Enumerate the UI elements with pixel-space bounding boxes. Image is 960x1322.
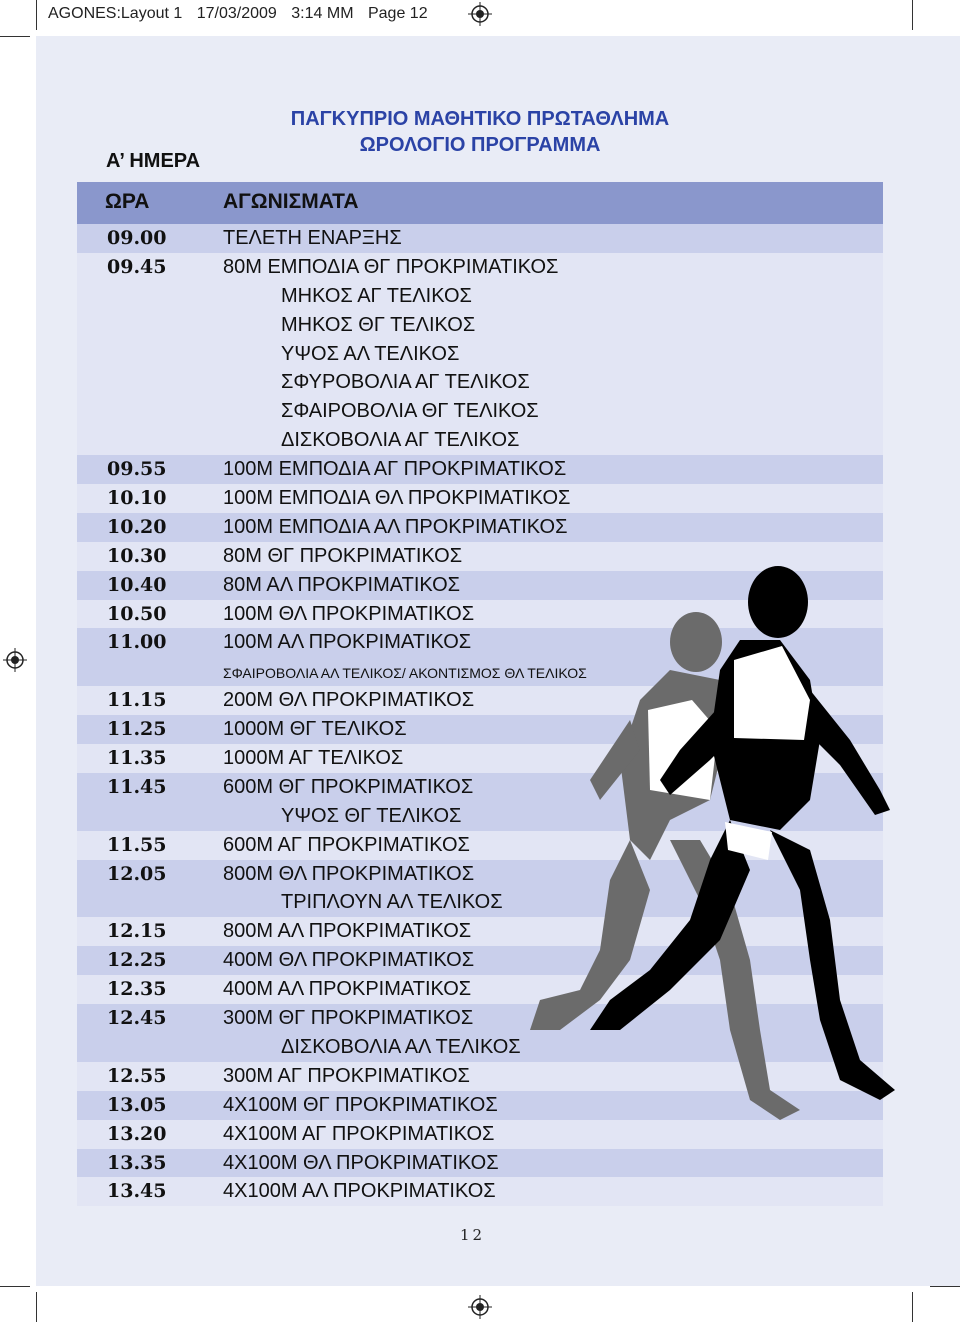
header-time: ΩΡΑ	[105, 190, 150, 213]
page-number: 12	[460, 1226, 486, 1244]
row-event: ΜΗΚΟΣ ΘΓ ΤΕΛΙΚΟΣ	[281, 313, 476, 336]
runners-illustration	[520, 560, 900, 1160]
row-time: 10.50	[107, 602, 167, 625]
registration-mark-icon	[468, 1295, 492, 1319]
table-row	[77, 311, 883, 340]
row-event: ΣΦΥΡΟΒΟΛΙΑ ΑΓ ΤΕΛΙΚΟΣ	[281, 371, 530, 394]
front-runner-top	[734, 646, 810, 740]
row-event: 600Μ ΑΓ ΠΡΟΚΡΙΜΑΤΙΚΟΣ	[223, 833, 470, 856]
row-time: 11.35	[107, 747, 167, 770]
row-time: 09.00	[107, 227, 167, 249]
row-event: ΔΙΣΚΟΒΟΛΙΑ ΑΛ ΤΕΛΙΚΟΣ	[281, 1035, 521, 1058]
row-time: 13.35	[107, 1151, 167, 1174]
table-row	[77, 282, 883, 311]
table-row	[77, 368, 883, 397]
print-header-time: 3:14 ΜΜ	[291, 5, 354, 22]
print-header-file: AGONES:Layout 1	[48, 5, 183, 22]
row-event: 800Μ ΑΛ ΠΡΟΚΡΙΜΑΤΙΚΟΣ	[223, 920, 472, 943]
row-time: 11.15	[107, 689, 167, 712]
crop-mark	[36, 0, 37, 30]
row-event: 1000Μ ΑΓ ΤΕΛΙΚΟΣ	[223, 747, 404, 770]
table-row	[77, 513, 883, 542]
row-time: 12.15	[107, 920, 167, 943]
row-event: 200Μ ΘΛ ΠΡΟΚΡΙΜΑΤΙΚΟΣ	[223, 689, 475, 712]
row-event: 80Μ ΑΛ ΠΡΟΚΡΙΜΑΤΙΚΟΣ	[223, 573, 461, 596]
row-event: 800Μ ΘΛ ΠΡΟΚΡΙΜΑΤΙΚΟΣ	[223, 862, 475, 885]
row-event: 4Χ100Μ ΑΛ ΠΡΟΚΡΙΜΑΤΙΚΟΣ	[223, 1180, 496, 1203]
row-time: 12.05	[107, 862, 167, 885]
row-time: 10.40	[107, 573, 167, 596]
header-events: ΑΓΩΝΙΣΜΑΤΑ	[223, 190, 359, 213]
table-row	[77, 455, 883, 484]
crop-mark	[0, 36, 30, 37]
table-row	[77, 484, 883, 513]
row-event: 80Μ ΕΜΠΟΔΙΑ ΘΓ ΠΡΟΚΡΙΜΑΤΙΚΟΣ	[223, 255, 559, 278]
crop-mark	[36, 1292, 37, 1322]
row-event: ΥΨΟΣ ΑΛ ΤΕΛΙΚΟΣ	[281, 342, 460, 365]
row-event: 300Μ ΘΓ ΠΡΟΚΡΙΜΑΤΙΚΟΣ	[223, 1007, 474, 1030]
row-event: ΣΦΑΙΡΟΒΟΛΙΑ ΘΓ ΤΕΛΙΚΟΣ	[281, 400, 539, 423]
row-time: 12.35	[107, 978, 167, 1001]
row-event: ΤΡΙΠΛΟΥΝ ΑΛ ΤΕΛΙΚΟΣ	[281, 891, 503, 914]
row-time: 09.45	[107, 255, 167, 278]
registration-mark-icon	[3, 648, 27, 672]
row-time: 13.20	[107, 1122, 167, 1145]
row-time: 09.55	[107, 458, 167, 481]
crop-mark	[930, 1286, 960, 1287]
row-time: 11.00	[107, 631, 167, 654]
crop-mark	[912, 0, 913, 30]
row-event: 400Μ ΘΛ ΠΡΟΚΡΙΜΑΤΙΚΟΣ	[223, 949, 475, 972]
row-time: 11.25	[107, 718, 167, 741]
row-event: 1000Μ ΘΓ ΤΕΛΙΚΟΣ	[223, 718, 407, 741]
table-row	[77, 426, 883, 455]
row-time: 10.30	[107, 544, 167, 567]
row-event: 300Μ ΑΓ ΠΡΟΚΡΙΜΑΤΙΚΟΣ	[223, 1064, 470, 1087]
table-row	[77, 253, 883, 282]
row-event: 80Μ ΘΓ ΠΡΟΚΡΙΜΑΤΙΚΟΣ	[223, 544, 463, 567]
row-time: 12.25	[107, 949, 167, 972]
row-time: 13.05	[107, 1093, 167, 1116]
row-event: 4Χ100Μ ΘΛ ΠΡΟΚΡΙΜΑΤΙΚΟΣ	[223, 1151, 499, 1174]
row-time: 12.45	[107, 1007, 167, 1030]
row-event: ΜΗΚΟΣ ΑΓ ΤΕΛΙΚΟΣ	[281, 284, 472, 307]
page-title: ΠΑΓΚΥΠΡΙΟ ΜΑΘΗΤΙΚΟ ΠΡΩΤΑΘΛΗΜΑ	[290, 108, 670, 130]
table-row	[77, 340, 883, 369]
table-row	[77, 397, 883, 426]
row-event: ΥΨΟΣ ΘΓ ΤΕΛΙΚΟΣ	[281, 804, 462, 827]
registration-mark-icon	[468, 2, 492, 26]
row-event: 400Μ ΑΛ ΠΡΟΚΡΙΜΑΤΙΚΟΣ	[223, 978, 472, 1001]
row-event: ΣΦΑΙΡΟΒΟΛΙΑ ΑΛ ΤΕΛΙΚΟΣ/ ΑΚΟΝΤΙΣΜΟΣ ΘΛ ΤΕΛΙΚΟΣ	[223, 665, 587, 682]
row-event: ΤΕΛΕΤΗ ΕΝΑΡΞΗΣ	[223, 227, 402, 249]
table-header	[77, 182, 883, 224]
row-event: 100Μ ΑΛ ΠΡΟΚΡΙΜΑΤΙΚΟΣ	[223, 631, 472, 654]
row-time: 11.45	[107, 775, 167, 798]
print-header-date: 17/03/2009	[196, 5, 277, 22]
table-row	[77, 224, 883, 253]
row-event: ΔΙΣΚΟΒΟΛΙΑ ΑΓ ΤΕΛΙΚΟΣ	[281, 429, 520, 452]
print-header-page: Page 12	[367, 5, 428, 22]
row-time: 10.20	[107, 515, 167, 538]
row-event: 100Μ ΕΜΠΟΔΙΑ ΘΛ ΠΡΟΚΡΙΜΑΤΙΚΟΣ	[223, 487, 571, 510]
row-event: 600Μ ΘΓ ΠΡΟΚΡΙΜΑΤΙΚΟΣ	[223, 775, 474, 798]
day-label: Α’ ΗΜΕΡΑ	[106, 150, 201, 172]
row-event: 100Μ ΕΜΠΟΔΙΑ ΑΛ ΠΡΟΚΡΙΜΑΤΙΚΟΣ	[223, 515, 568, 538]
crop-mark	[912, 1292, 913, 1322]
page-subtitle: ΩΡΟΛΟΓΙΟ ΠΡΟΓΡΑΜΜΑ	[359, 134, 601, 156]
row-event: 100Μ ΘΛ ΠΡΟΚΡΙΜΑΤΙΚΟΣ	[223, 602, 475, 625]
row-event: 100Μ ΕΜΠΟΔΙΑ ΑΓ ΠΡΟΚΡΙΜΑΤΙΚΟΣ	[223, 458, 567, 481]
row-time: 11.55	[107, 833, 167, 856]
crop-mark	[0, 1286, 30, 1287]
row-time: 12.55	[107, 1064, 167, 1087]
row-event: 4Χ100Μ ΘΓ ΠΡΟΚΡΙΜΑΤΙΚΟΣ	[223, 1093, 498, 1116]
row-time: 13.45	[107, 1180, 167, 1203]
row-event: 4Χ100Μ ΑΓ ΠΡΟΚΡΙΜΑΤΙΚΟΣ	[223, 1122, 495, 1145]
row-time: 10.10	[107, 487, 167, 510]
table-row	[77, 1177, 883, 1206]
